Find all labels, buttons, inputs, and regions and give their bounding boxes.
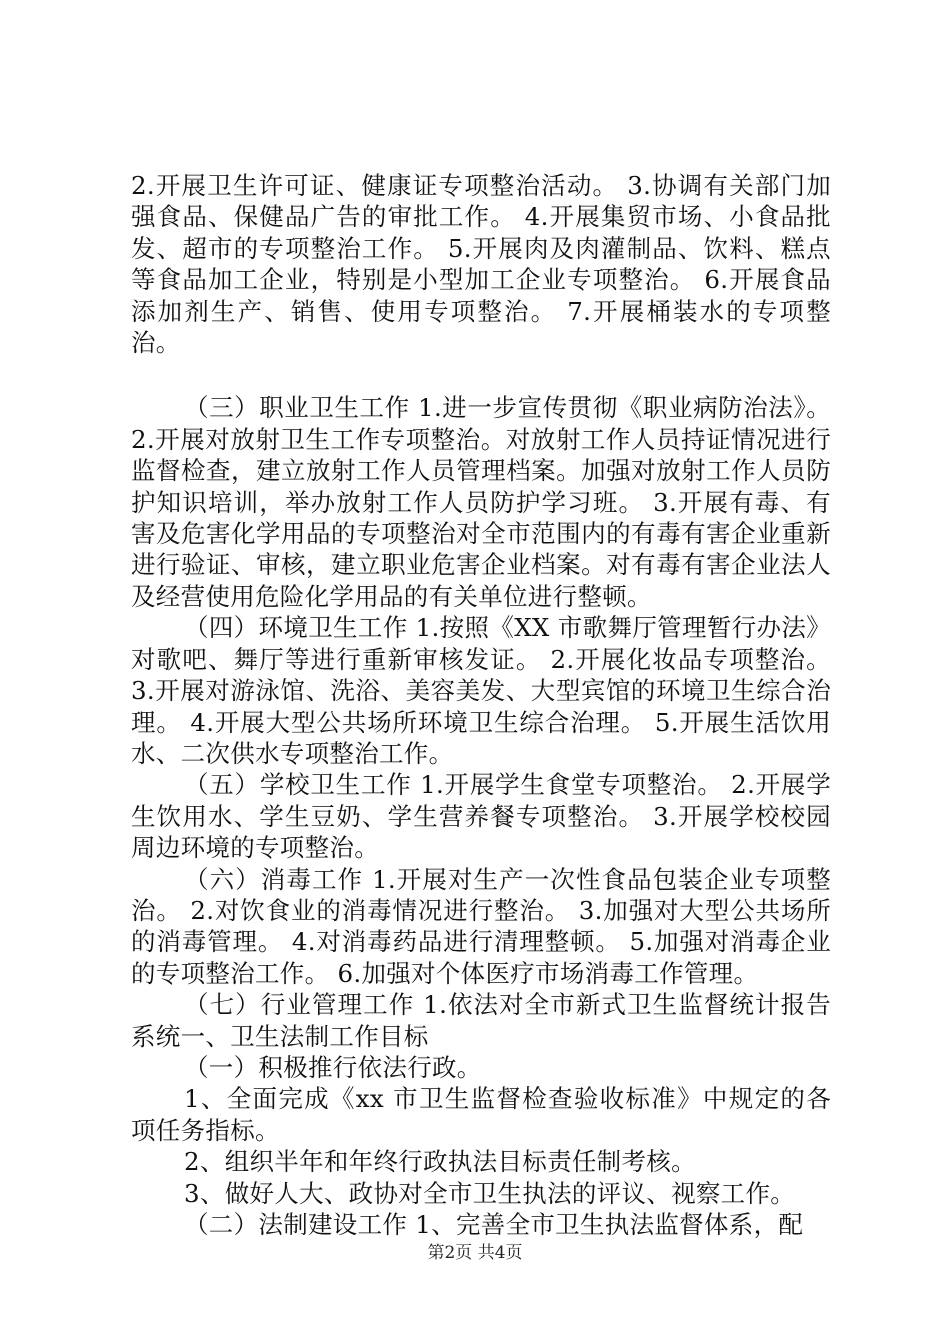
document-body bbox=[131, 170, 831, 1240]
paragraph-item-2: 2、组织半年和年终行政执法目标责任制考核。 bbox=[184, 1147, 696, 1177]
paragraph-item-1: 1、全面完成《xx 市卫生监督检查验收标准》中规定的各项任务指标。 bbox=[131, 1084, 831, 1145]
paragraph-school-hygiene: （五）学校卫生工作 1.开展学生食堂专项整治。 2.开展学生饮用水、学生豆奶、学生营养餐专项整治。 3.开展学校校园周边环境的专项整治。 bbox=[131, 770, 831, 863]
paragraph-item-3: 3、做好人大、政协对全市卫生执法的评议、视察工作。 bbox=[184, 1178, 796, 1208]
paragraph-disinfection: （六）消毒工作 1.开展对生产一次性食品包装企业专项整治。 2.对饮食业的消毒情况进行整治。 3.加强对大型公共场所的消毒管理。 4.对消毒药品进行清理整顿。 5.加强对消毒企业的专项整治工作。 6.加强对个体医疗市场消毒工作管理。 bbox=[131, 864, 831, 988]
paragraph-environmental-hygiene: （四）环境卫生工作 1.按照《XX 市歌舞厅管理暂行办法》对歌吧、舞厅等进行重新审核发证。 2.开展化妆品专项整治。 3.开展对游泳馆、洗浴、美容美发、大型宾馆的环境卫生综合治理。 4.开展大型公共场所环境卫生综合治理。 5.开展生活饮用水、二次供水专项整治工作。 bbox=[131, 613, 831, 768]
paragraph-administration-heading: （一）积极推行依法行政。 bbox=[184, 1052, 482, 1082]
paragraph-legal-construction: （二）法制建设工作 1、完善全市卫生执法监督体系，配 bbox=[184, 1210, 804, 1239]
page-footer: 第2页 共4页 bbox=[427, 1243, 523, 1263]
paragraph-food-hygiene-items: 2.开展卫生许可证、健康证专项整治活动。 3.协调有关部门加强食品、保健品广告的审批工作。 4.开展集贸市场、小食品批发、超市的专项整治工作。 5.开展肉及肉灌制品、饮料、糕点等食品加工企业，特别是小型加工企业专项整治。 6.开展食品添加剂生产、销售、使用专项整治。 7.开展桶装水的专项整治。 bbox=[131, 171, 831, 358]
paragraph-gap bbox=[131, 358, 831, 392]
paragraph-occupational-hygiene: （三）职业卫生工作 1.进一步宣传贯彻《职业病防治法》。 2.开展对放射卫生工作专项整治。对放射工作人员持证情况进行监督检查，建立放射工作人员管理档案。加强对放射工作人员防护知识培训，举办放射工作人员防护学习班。 3.开展有毒、有害及危害化学用品的专项整治对全市范围内的有毒有害企业重新进行验证、审核，建立职业危害企业档案。对有毒有害企业法人及经营使用危险化学用品的有关单位进行整顿。 bbox=[131, 393, 831, 611]
paragraph-industry-management: （七）行业管理工作 1.依法对全市新式卫生监督统计报告系统一、卫生法制工作目标 bbox=[131, 990, 831, 1051]
